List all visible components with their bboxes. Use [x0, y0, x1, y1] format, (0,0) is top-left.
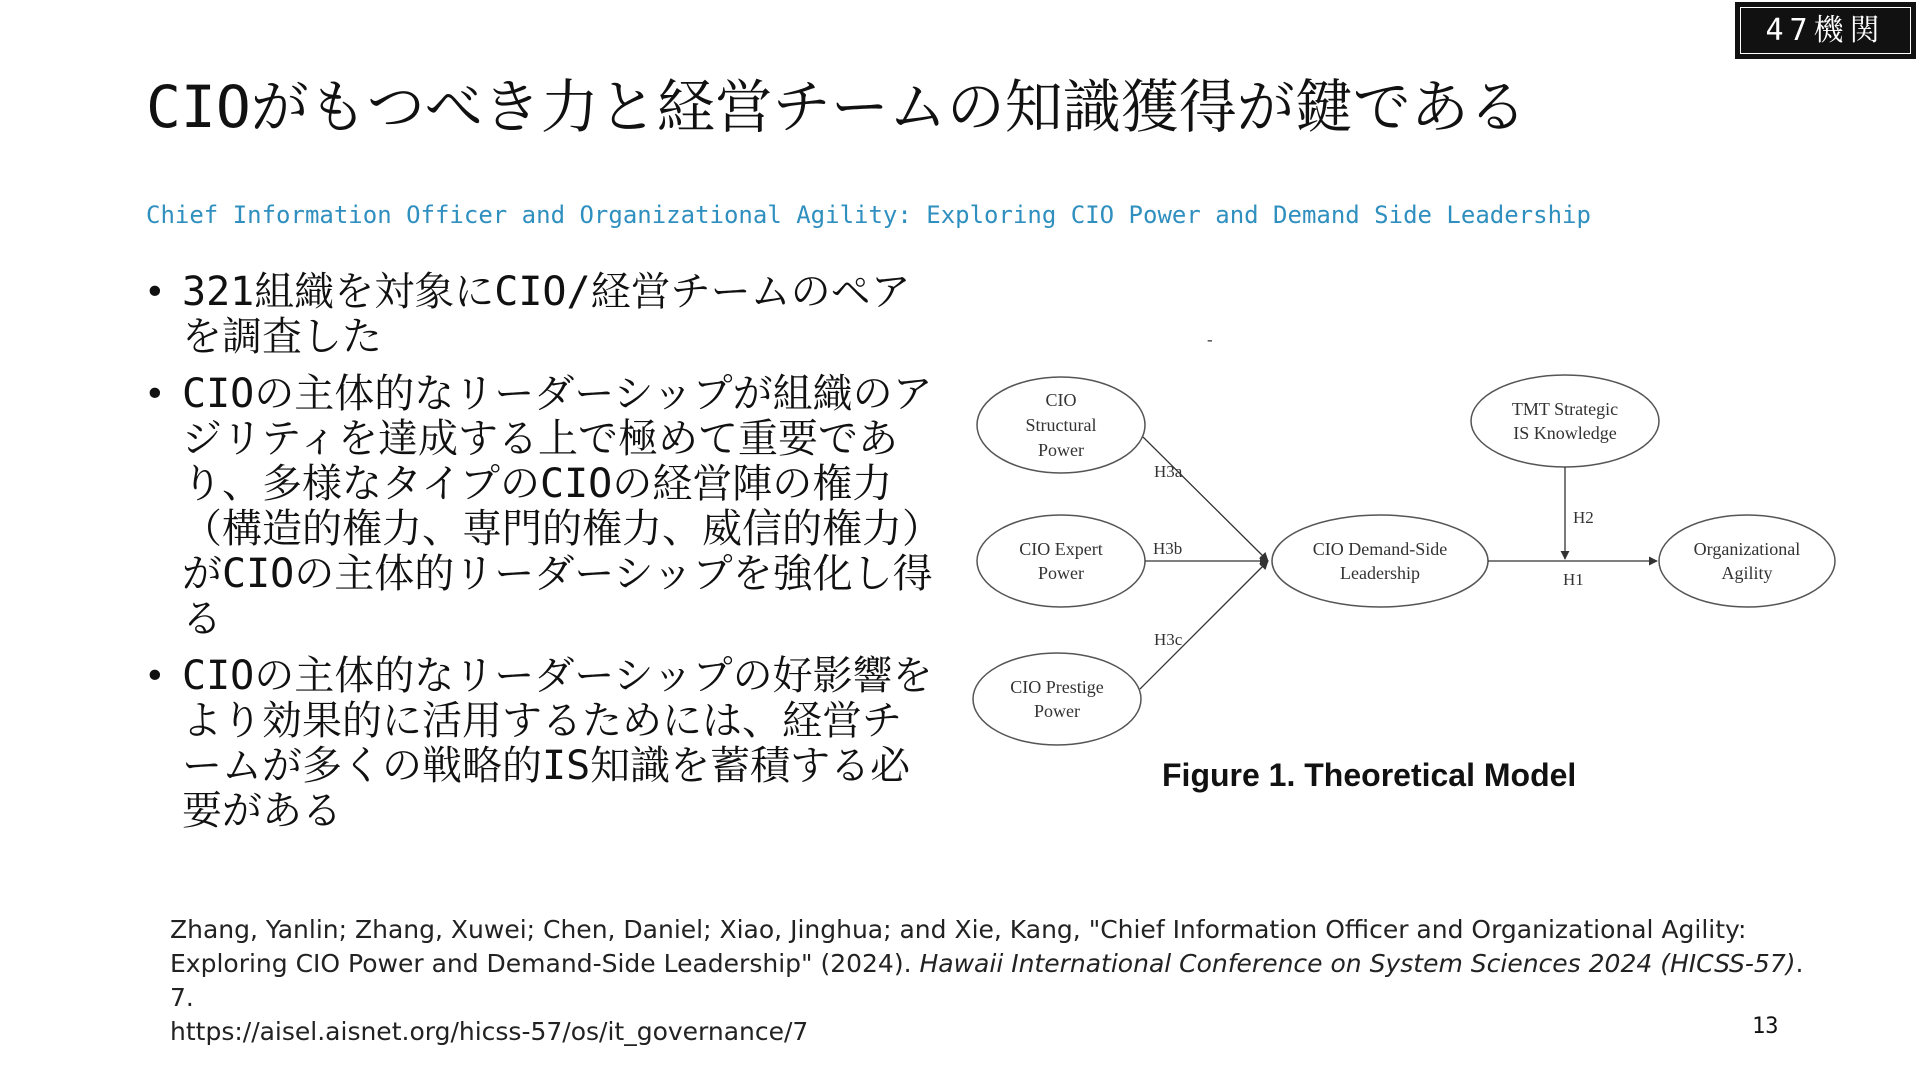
bullet-list: [140, 270, 940, 846]
bullet-item: [140, 654, 940, 834]
node-label: CIO Demand-Side: [1312, 539, 1448, 559]
bullet-text: CIOの主体的なリーダーシップの好影響をより効果的に活用するためには、経営チームが多くの戦略的IS知識を蓄積する必要がある: [182, 653, 933, 834]
node-label: Organizational: [1693, 539, 1801, 559]
citation: [170, 913, 1810, 1049]
node-label: Leadership: [1340, 563, 1420, 583]
node-label: CIO Prestige: [1010, 677, 1104, 697]
node-cio-prestige-power: [973, 653, 1141, 745]
node-label: TMT Strategic: [1511, 399, 1619, 419]
edge-label-h3c: H3c: [1154, 630, 1183, 649]
bullet-text: CIOの主体的なリーダーシップが組織のアジリティを達成する上で極めて重要であり、多様なタイプのCIOの経営陣の権力（構造的権力、専門的権力、威信的権力）がCIOの主体的リーダーシップを強化し得る: [182, 371, 933, 642]
figure-caption-wrapper: [1160, 750, 1660, 800]
node-shape: [973, 653, 1141, 745]
slide-title: CIOがもつべき力と経営チームの知識獲得が鍵である: [146, 73, 1527, 141]
bullet-item: [140, 270, 940, 360]
organization-logo: [1735, 2, 1916, 59]
paper-title-link: Chief Information Officer and Organizational Agility: Exploring CIO Power and Demand Side Leadership: [146, 201, 1591, 229]
logo-text: 47機関: [1740, 7, 1911, 54]
citation-venue: Hawaii International Conference on System Sciences 2024 (HICSS-57): [919, 949, 1796, 978]
theoretical-model-figure: [965, 325, 1845, 755]
node-label: Power: [1034, 701, 1080, 721]
bullet-marker: •: [144, 374, 166, 415]
citation-authors-title: Zhang, Yanlin; Zhang, Xuwei; Chen, Daniel; Xiao, Jinghua; and Xie, Kang, "Chief Information Officer and Organizational Agility: Exploring CIO Power and Demand-Side Leadership" (2024).: [170, 915, 1747, 978]
node-shape: [977, 515, 1145, 607]
edge-label-h2: H2: [1573, 508, 1594, 527]
node-organizational-agility: [1659, 515, 1835, 607]
node-cio-structural-power: [977, 377, 1145, 473]
node-label: CIO: [1045, 390, 1077, 410]
edge-label-h3a: H3a: [1154, 462, 1183, 481]
node-cio-expert-power: [977, 515, 1145, 607]
citation-url[interactable]: https://aisel.aisnet.org/hicss-57/os/it_governance/7: [170, 1017, 809, 1046]
stray-mark: -: [1207, 330, 1213, 349]
node-label: Structural: [1025, 415, 1097, 435]
node-shape: [1659, 515, 1835, 607]
node-label: Power: [1038, 440, 1084, 460]
node-tmt-strategic-is-knowledge: [1471, 375, 1659, 467]
node-label: Power: [1038, 563, 1084, 583]
model-diagram: [965, 325, 1845, 755]
node-label: CIO Expert: [1019, 539, 1103, 559]
bullet-item: [140, 372, 940, 642]
figure-caption: Figure 1. Theoretical Model: [1162, 757, 1577, 793]
citation-suffix: . 7.: [170, 949, 1804, 1012]
page-number: 13: [1752, 1014, 1779, 1039]
bullet-marker: •: [144, 272, 166, 313]
node-cio-demand-side-leadership: [1272, 515, 1488, 607]
bullet-marker: •: [144, 656, 166, 697]
node-shape: [1272, 515, 1488, 607]
bullet-text: 321組織を対象にCIO/経営チームのペアを調査した: [182, 269, 911, 360]
edge-label-h3b: H3b: [1153, 539, 1183, 558]
node-label: IS Knowledge: [1513, 423, 1617, 443]
node-label: Agility: [1721, 563, 1773, 583]
node-shape: [1471, 375, 1659, 467]
edge-label-h1: H1: [1563, 570, 1584, 589]
